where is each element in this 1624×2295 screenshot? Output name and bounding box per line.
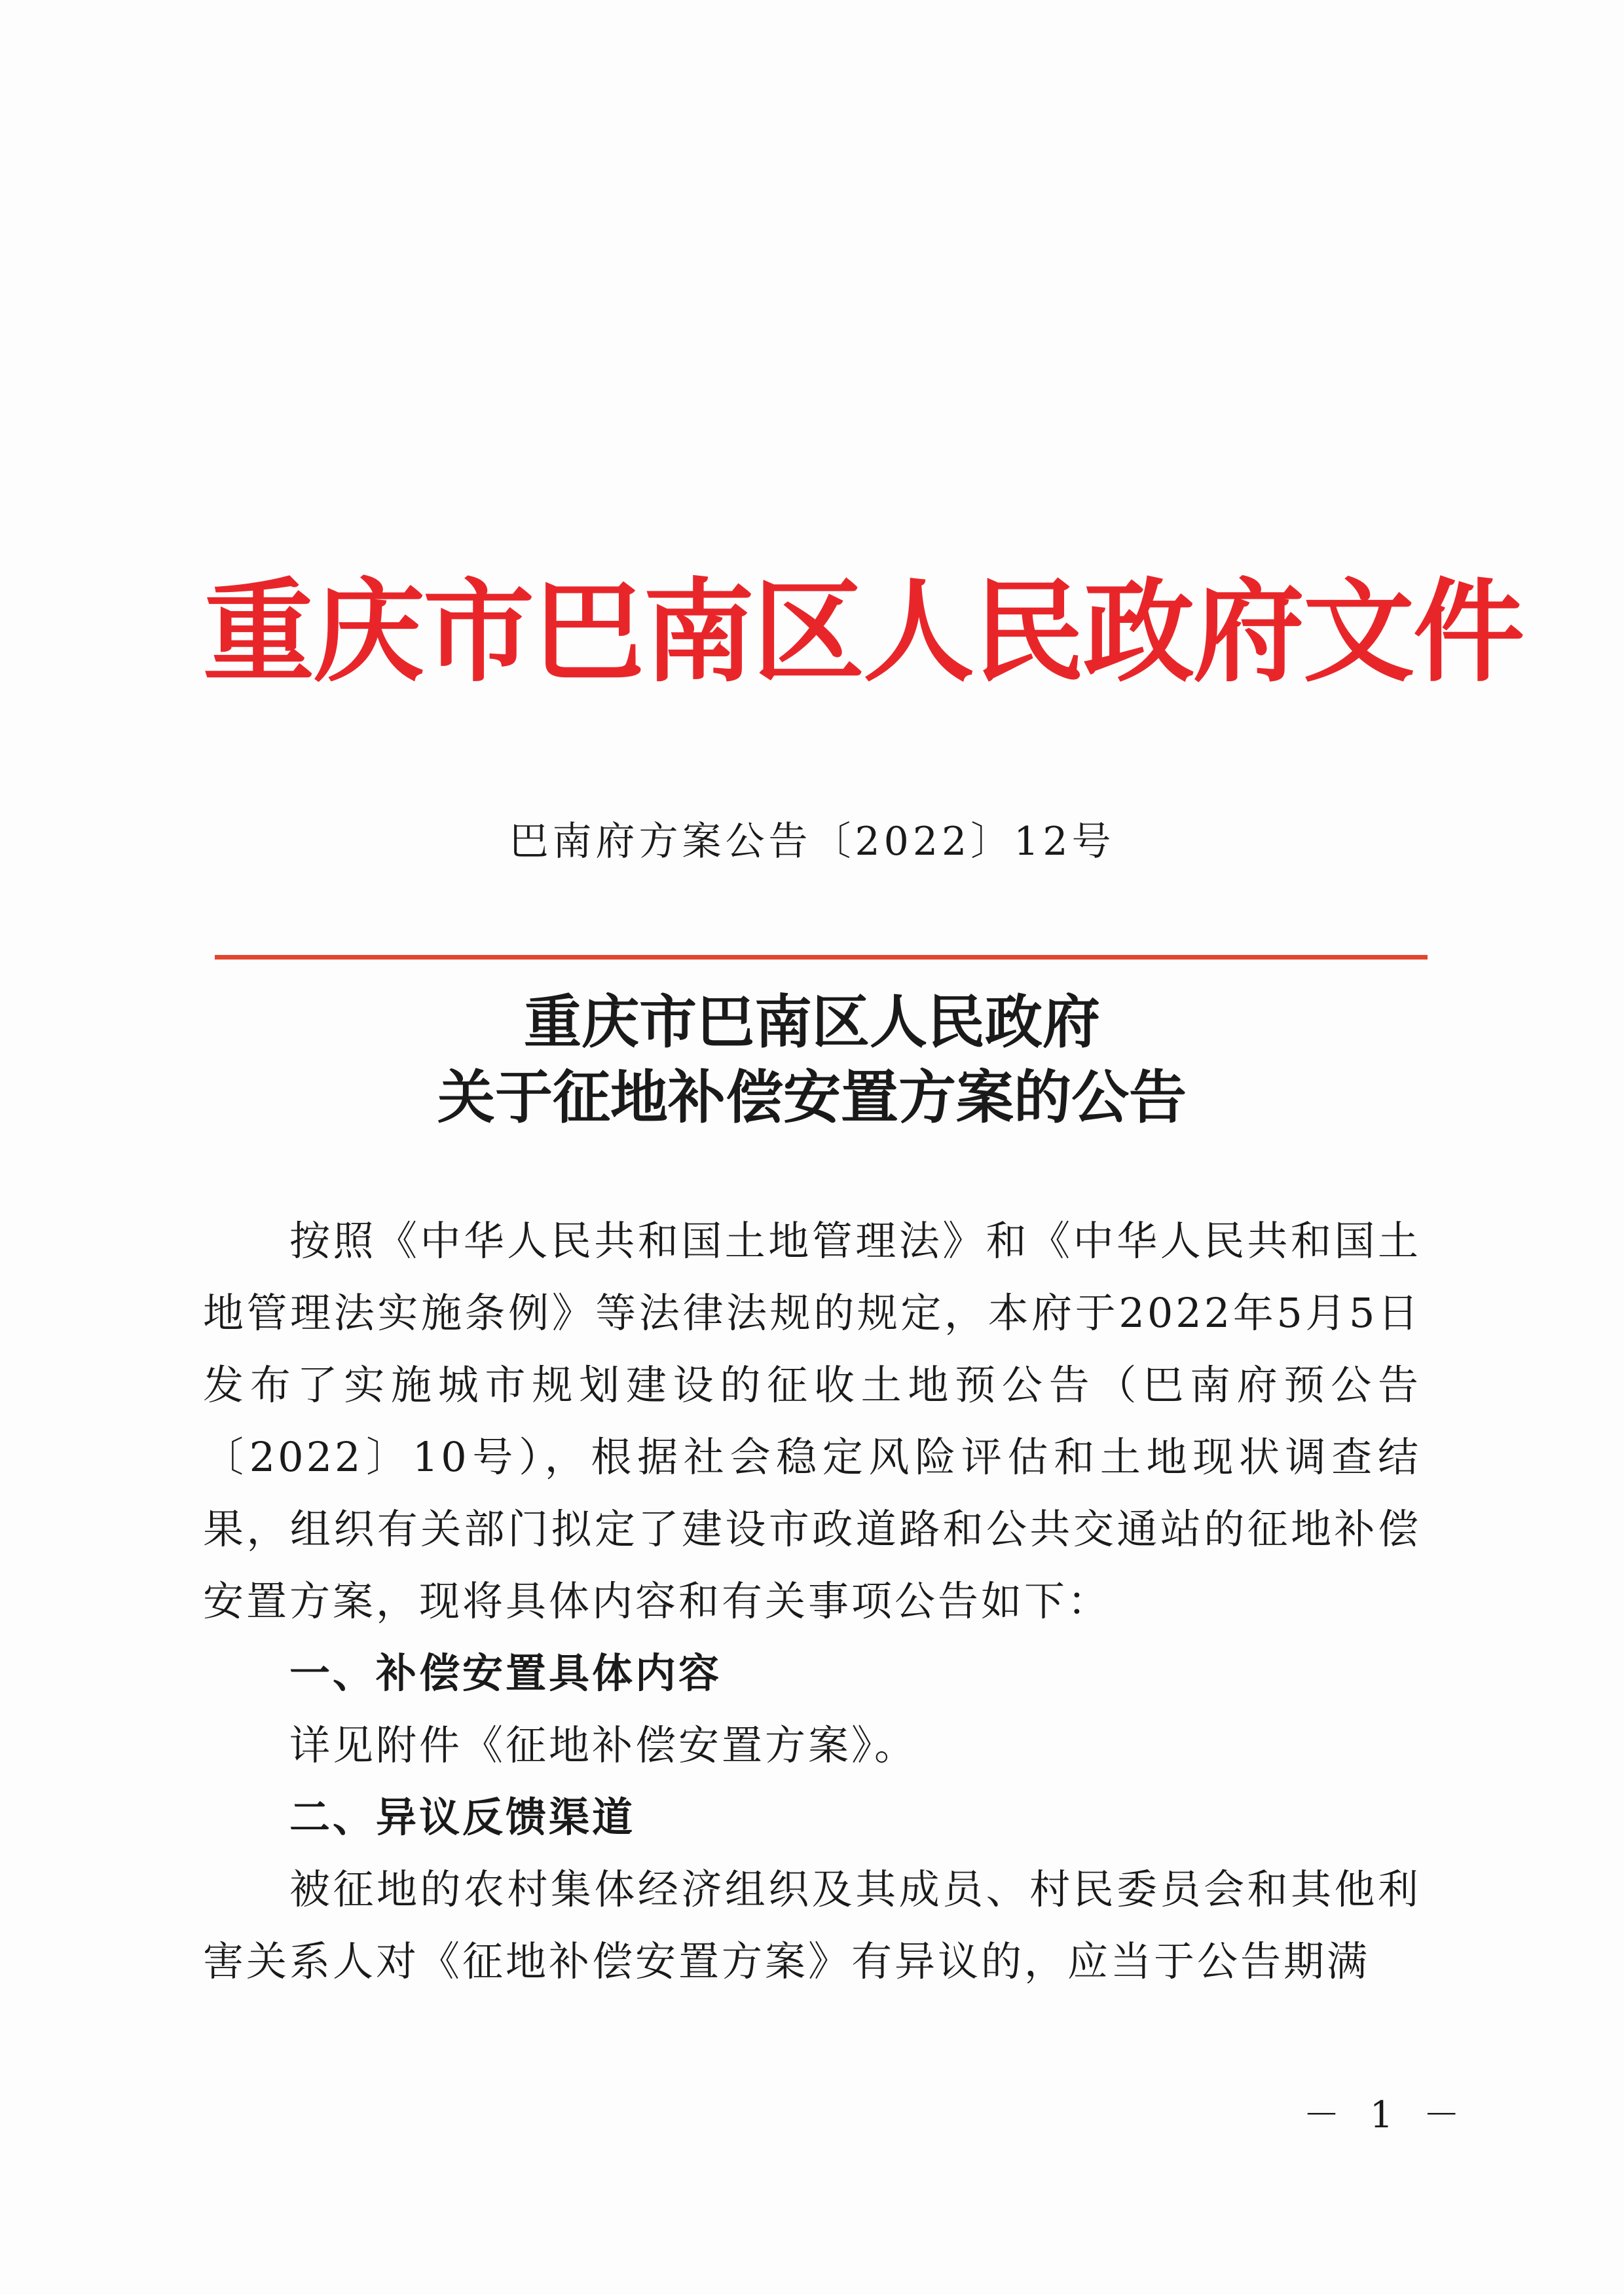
document-number: 巴南府方案公告〔2022〕12号 (509, 819, 1115, 865)
section-1-heading: 一、补偿安置具体内容 (289, 1649, 722, 1697)
red-separator-line (215, 955, 1428, 960)
page-number: － 1 － (1303, 2094, 1469, 2136)
intro-paragraph: 按照《中华人民共和国土地管理法》和《中华人民共和国土地管理法实施条例》等法律法规的规定，本府于2022年5月5日发布了实施城市规划建设的征收土地预公告（巴南府预公告〔2022〕10号），根据社会稳定风险评估和土地现状调查结果，组织有关部门拟定了建设市政道路和公共交通站的征地补偿安置方案，现将具体内容和有关事项公告如下： (203, 1217, 1421, 1625)
section-2-body: 被征地的农村集体经济组织及其成员、村民委员会和其他利害关系人对《征地补偿安置方案》有异议的，应当于公告期满 (203, 1865, 1421, 1985)
section-2-heading: 二、异议反馈渠道 (289, 1793, 636, 1841)
section-1-body: 详见附件《征地补偿安置方案》。 (289, 1721, 918, 1769)
notice-body (203, 1205, 1421, 1998)
masthead-title: 重庆市巴南区人民政府文件 (203, 567, 1524, 698)
notice-title-line-1: 重庆市巴南区人民政府 (523, 988, 1100, 1056)
notice-title-line-2: 关于征地补偿安置方案的公告 (437, 1063, 1187, 1131)
